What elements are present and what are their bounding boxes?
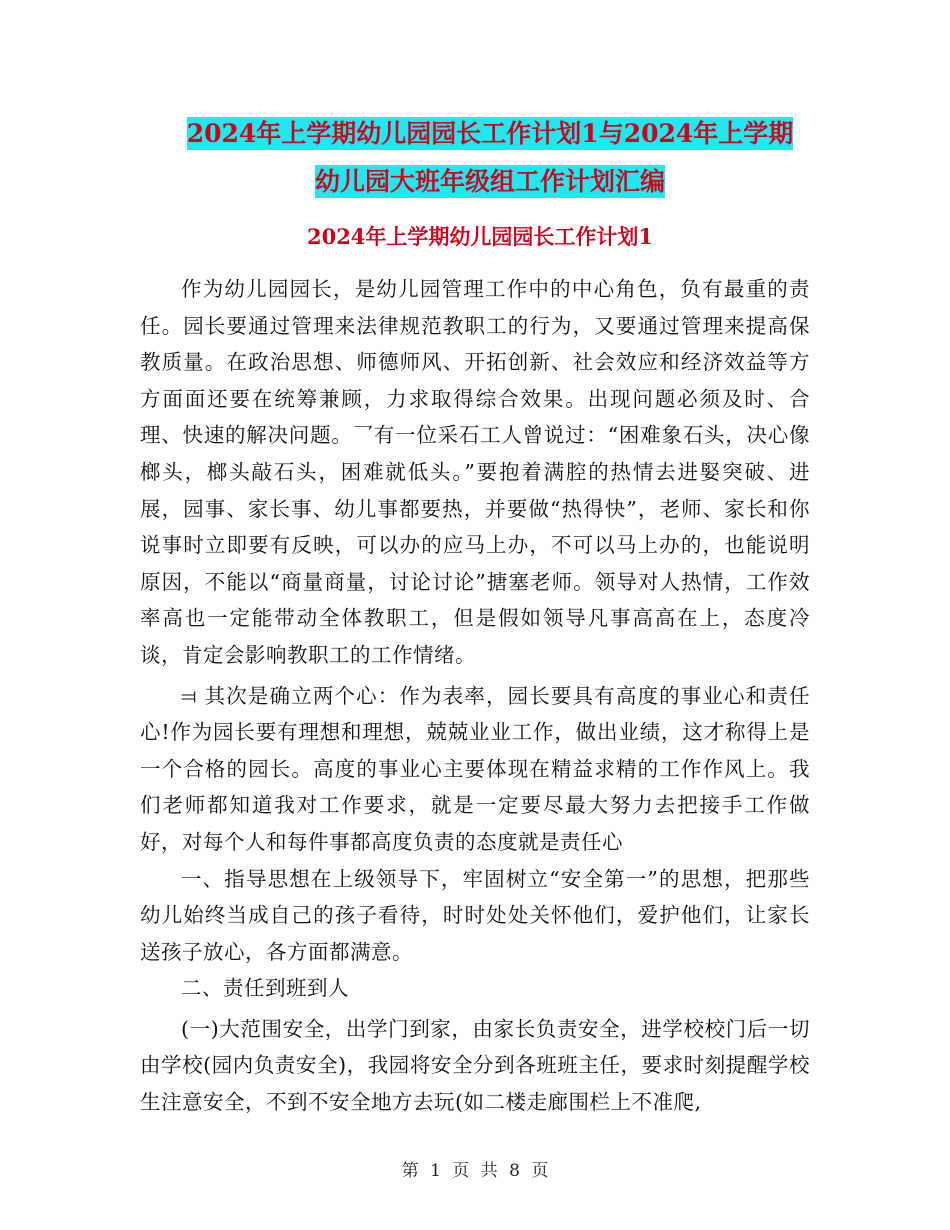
footer-total-pages: 8: [509, 1161, 520, 1181]
footer-page-prefix: 第: [401, 1161, 419, 1181]
paragraph-intro: 作为幼儿园园长，是幼儿园管理工作中的中心角色，负有最重的责任。园长要通过管理来法律规范教职工的行为，又要通过管理来提高保教质量。在政治思想、师德师风、开拓创新、社会效应和经济效益等方方面面还要在统筹兼顾，力求取得综合效果。出现问题必须及时、合理、快速的解决问题。乛有一位采石工人曾说过：“困难象石头，决心像榔头，榔头敲石头，困难就低头。”要抱着满腔的热情去进婜突破、进展，园事、家长事、幼儿事都要热，并要做“热得快”，老师、家长和你说事时立即要有反映，可以办的应马上办，不可以马上办的，也能说明原因，不能以“商量商量，讨论讨论”搪塞老师。领导对人热情，工作效率高也一定能带动全体教职工，但是假如领导凡事高高在上，态度冷谈，肯定会影响教职工的工作情绪。: [140, 277, 810, 667]
footer-page-word: 页: [452, 1161, 470, 1181]
footer-total-word: 页: [531, 1161, 549, 1181]
page-footer: [0, 1156, 950, 1181]
document-body: [140, 271, 810, 1121]
document-title-line-1: 2024年上学期幼儿园园长工作计划1与2024年上学期: [186, 119, 794, 148]
document-title-line-2: 幼儿园大班年级组工作计划汇编: [314, 167, 665, 196]
footer-total-prefix: 共: [480, 1161, 498, 1181]
paragraph-guiding-thought: 一、指导思想在上级领导下，牢固树立“安全第一”的思想，把那些幼儿始终当成自己的孩子看待，时时处处关怀他们，爱护他们，让家长送孩子放心，各方面都满意。: [140, 866, 810, 964]
paragraph-two-hearts: ⫤ 其次是确立两个心：作为表率，园长要具有高度的事业心和责任心!作为园长要有理想和理想，兢兢业业工作，做出业绩，这才称得上是一个合格的园长。高度的事业心主要体现在精益求精的工作作风上。我们老师都知道我对工作要求，就是一定要尽最大努力去把接手工作做好，对每个人和每件事都高度负责的态度就是责任心: [140, 683, 810, 854]
section-title: 2024年上学期幼儿园园长工作计划1: [306, 224, 654, 249]
document-title: [140, 110, 840, 206]
footer-page-number: 1: [430, 1161, 441, 1181]
paragraph-responsibility-heading: 二、责任到班到人: [181, 976, 349, 1001]
paragraph-safety-scope: (一)大范围安全，出学门到家，由家长负责安全，进学校校门后一切由学校(园内负责安全)，我园将安全分到各班班主任，要求时刻提醒学校生注意安全，不到不安全地方去玩(如二楼走廊围栏上不准爬,: [140, 1016, 810, 1115]
